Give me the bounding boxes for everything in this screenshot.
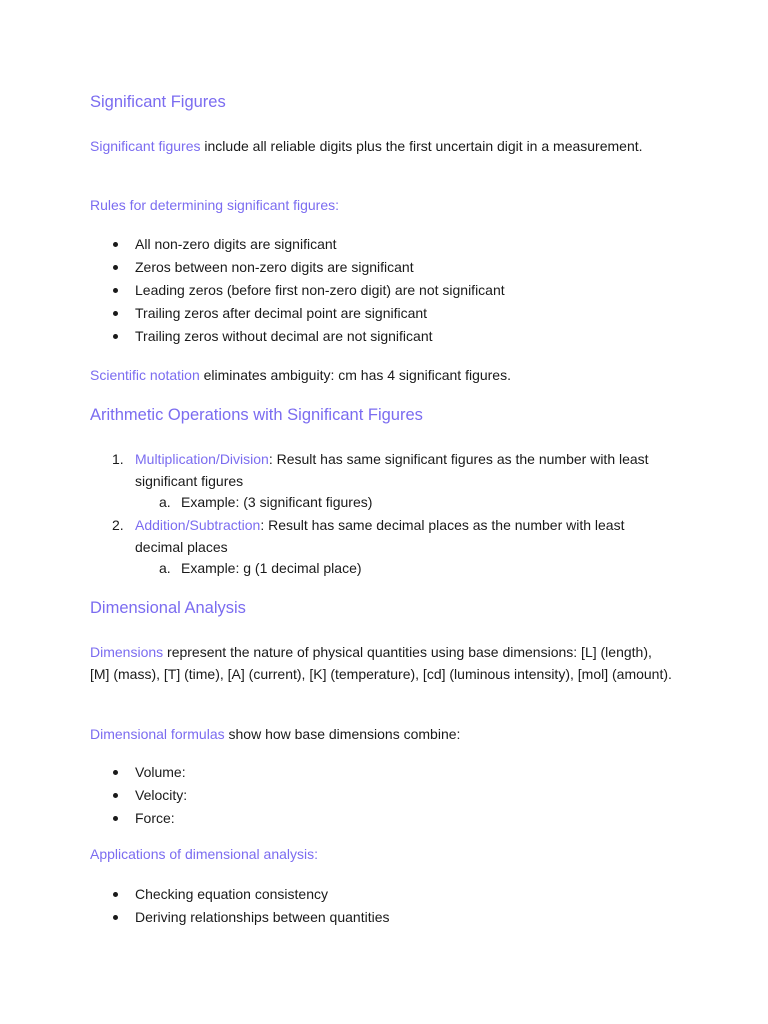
bullet-icon	[113, 915, 118, 920]
list-item: Checking equation consistency	[90, 883, 675, 906]
dimensions-paragraph: Dimensions represent the nature of physical quantities using base dimensions: [L] (length), [M] (mass), [T] (time), [A] (current), [K] (temperature), [cd] (luminous intensity), [mol] (amount).	[90, 644, 672, 682]
term-scientific-notation: Scientific notation	[90, 367, 200, 383]
formulas-list	[90, 761, 675, 830]
term-multiplication-division: Multiplication/Division	[135, 451, 269, 467]
list-item: Velocity:	[90, 784, 675, 807]
bullet-icon	[113, 793, 118, 798]
bullet-icon	[113, 770, 118, 775]
list-item: Volume:	[90, 761, 675, 784]
bullet-icon	[113, 334, 118, 339]
applications-heading: Applications of dimensional analysis:	[90, 846, 319, 862]
list-number: 1.	[112, 451, 124, 467]
bullet-icon	[113, 311, 118, 316]
term-dimensional-formulas: Dimensional formulas	[90, 726, 225, 742]
section-title-significant-figures: Significant Figures	[90, 93, 226, 111]
intro-paragraph	[90, 135, 675, 157]
term-addition-subtraction: Addition/Subtraction	[135, 517, 261, 533]
list-item: Trailing zeros without decimal are not significant	[90, 325, 675, 348]
bullet-icon	[113, 265, 118, 270]
scientific-notation-paragraph: Scientific notation eliminates ambiguity: cm has 4 significant figures.	[90, 367, 511, 383]
list-item: Deriving relationships between quantities	[90, 906, 675, 929]
bullet-icon	[113, 242, 118, 247]
ordered-list-item: 2. Addition/Subtraction: Result has same decimal places as the number with least decimal places	[90, 514, 675, 558]
formulas-paragraph: Dimensional formulas show how base dimensions combine:	[90, 726, 461, 742]
sub-list-letter: a.	[159, 560, 171, 576]
rules-heading: Rules for determining significant figures:	[90, 197, 340, 213]
list-item: All non-zero digits are significant	[90, 233, 675, 256]
term-significant-figures: Significant figures	[90, 138, 201, 154]
list-item: Zeros between non-zero digits are significant	[90, 256, 675, 279]
intro-text: include all reliable digits plus the first uncertain digit in a measurement.	[200, 138, 643, 154]
list-number: 2.	[112, 517, 124, 533]
term-dimensions: Dimensions	[90, 644, 164, 660]
bullet-icon	[113, 892, 118, 897]
list-item: Force:	[90, 807, 675, 830]
section-title-arithmetic: Arithmetic Operations with Significant Figures	[90, 406, 423, 424]
section-title-dimensional-analysis: Dimensional Analysis	[90, 599, 246, 617]
list-item: Trailing zeros after decimal point are significant	[90, 302, 675, 325]
rules-list	[90, 233, 675, 348]
sub-list-letter: a.	[159, 494, 171, 510]
ordered-list-item: 1. Multiplication/Division: Result has same significant figures as the number with least significant figures	[90, 448, 675, 492]
applications-list	[90, 883, 675, 929]
bullet-icon	[113, 288, 118, 293]
bullet-icon	[113, 816, 118, 821]
list-item: Leading zeros (before first non-zero digit) are not significant	[90, 279, 675, 302]
